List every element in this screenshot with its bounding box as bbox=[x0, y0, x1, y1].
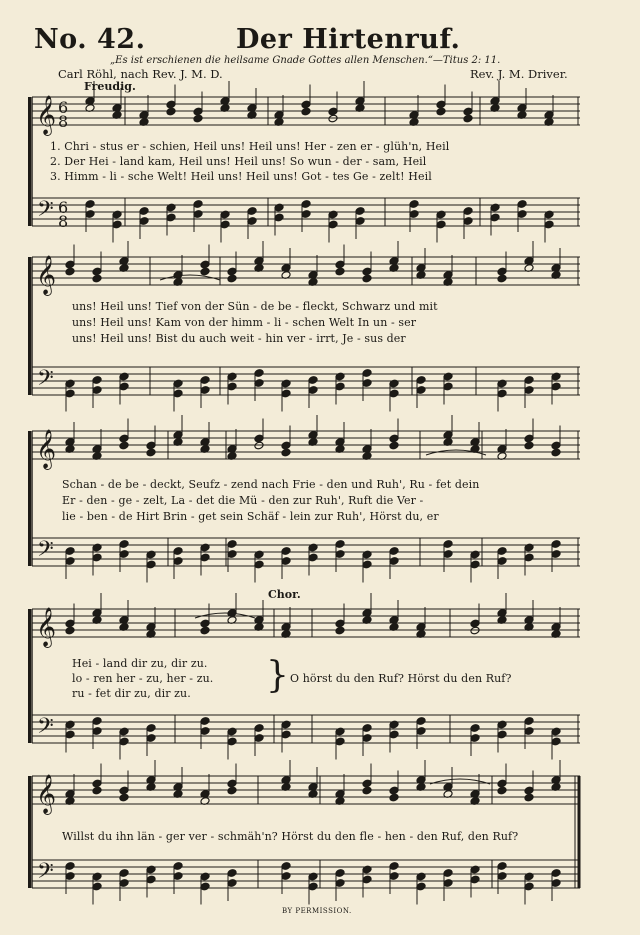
treble-clef-icon: 𝄞 bbox=[36, 429, 57, 469]
treble-note bbox=[65, 626, 75, 635]
treble-clef-icon: 𝄞 bbox=[36, 774, 57, 814]
treble-note bbox=[497, 786, 507, 795]
permission-note: BY PERMISSION. bbox=[282, 907, 352, 915]
treble-note bbox=[301, 107, 311, 116]
system-brace bbox=[28, 97, 31, 226]
treble-note bbox=[200, 626, 210, 635]
bass-clef-icon: 𝄢 bbox=[37, 197, 54, 227]
time-signature-bottom: 8 bbox=[58, 212, 69, 231]
hymn-number: No. 42. bbox=[34, 24, 146, 55]
lyric-line-s3-v1: Schan - de be - deckt, Seufz - zend nach Frie - den und Ruh', Ru - fet dein bbox=[62, 478, 480, 491]
system-brace bbox=[28, 609, 31, 743]
treble-note bbox=[463, 114, 473, 123]
treble-clef-icon: 𝄞 bbox=[36, 95, 57, 135]
time-signature-top: 6 bbox=[58, 198, 69, 217]
lyric-line-s4-v2: lo - ren her - zu, her - zu. bbox=[72, 672, 214, 685]
treble-note bbox=[193, 114, 203, 123]
treble-note bbox=[335, 267, 345, 276]
treble-note bbox=[281, 448, 291, 457]
verse-brace: } bbox=[266, 655, 289, 696]
treble-note bbox=[551, 448, 561, 457]
lyric-line-s1-v3: 3. Himm - li - sche Welt! Heil uns! Heil uns! Got - tes Ge - zelt! Heil bbox=[50, 170, 432, 183]
tempo-marking: Freudig. bbox=[84, 80, 136, 93]
lyric-line-s2-v1: uns! Heil uns! Tief von der Sün - de be - fleckt, Schwarz und mit bbox=[72, 300, 438, 313]
treble-note bbox=[470, 626, 480, 635]
treble-note bbox=[328, 114, 338, 123]
slur bbox=[195, 613, 255, 618]
treble-note bbox=[389, 793, 399, 802]
bass-clef-icon: 𝄢 bbox=[37, 859, 54, 889]
treble-note bbox=[146, 448, 156, 457]
lyric-line-s2-v2: uns! Heil uns! Kam von der himm - li - schen Welt In un - ser bbox=[72, 316, 417, 329]
treble-clef-icon: 𝄞 bbox=[36, 607, 57, 647]
treble-note bbox=[200, 267, 210, 276]
lyric-line-s3-v2: Er - den - ge - zelt, La - det die Mü - den zur Ruh', Ruft die Ver - bbox=[62, 494, 424, 507]
treble-note bbox=[254, 441, 264, 450]
time-signature-top: 6 bbox=[58, 98, 69, 117]
bass-clef-icon: 𝄢 bbox=[37, 537, 54, 567]
treble-note bbox=[65, 267, 75, 276]
lyric-line-s1-v1: 1. Chri - stus er - schien, Heil uns! Heil uns! Her - zen er - glüh'n, Heil bbox=[50, 140, 450, 153]
time-signature-bottom: 8 bbox=[58, 112, 69, 131]
lyric-line-s4-v3: ru - fet dir zu, dir zu. bbox=[72, 687, 191, 700]
treble-note bbox=[227, 274, 237, 283]
treble-note bbox=[227, 786, 237, 795]
scripture-epigraph: „Es ist erschienen die heilsame Gnade Gottes allen Menschen.“—Titus 2: 11. bbox=[110, 55, 501, 66]
system-brace bbox=[28, 776, 31, 888]
treble-note bbox=[92, 786, 102, 795]
treble-note bbox=[119, 793, 129, 802]
treble-note bbox=[524, 441, 534, 450]
treble-note bbox=[335, 626, 345, 635]
treble-note bbox=[362, 274, 372, 283]
chorus-label: Chor. bbox=[268, 588, 301, 601]
composer-credit: Carl Röhl, nach Rev. J. M. D. bbox=[58, 67, 223, 81]
treble-note bbox=[497, 274, 507, 283]
treble-note bbox=[362, 786, 372, 795]
treble-note bbox=[389, 441, 399, 450]
treble-clef-icon: 𝄞 bbox=[36, 255, 57, 295]
treble-note bbox=[166, 107, 176, 116]
lyric-line-s4-chorus: O hörst du den Ruf? Hörst du den Ruf? bbox=[290, 672, 512, 685]
lyric-line-s1-v2: 2. Der Hei - land kam, Heil uns! Heil uns! So wun - der - sam, Heil bbox=[50, 155, 427, 168]
treble-note bbox=[524, 793, 534, 802]
slur bbox=[160, 275, 220, 280]
system-brace bbox=[28, 431, 31, 566]
treble-note bbox=[119, 441, 129, 450]
lyric-line-s2-v3: uns! Heil uns! Bist du auch weit - hin ver - irrt, Je - sus der bbox=[72, 332, 406, 345]
system-brace bbox=[28, 257, 31, 395]
treble-note bbox=[436, 107, 446, 116]
lyric-line-s3-v3: lie - ben - de Hirt Brin - get sein Schäf - lein zur Ruh', Hörst du, er bbox=[62, 510, 439, 523]
hymn-title: Der Hirtenruf. bbox=[236, 24, 461, 55]
bass-clef-icon: 𝄢 bbox=[37, 366, 54, 396]
lyric-line-s4-v1: Hei - land dir zu, dir zu. bbox=[72, 657, 208, 670]
lyric-line-s5: Willst du ihn län - ger ver - schmäh'n? Hörst du den fle - hen - den Ruf, den Ruf? bbox=[62, 830, 519, 843]
author-credit: Rev. J. M. Driver. bbox=[470, 67, 568, 81]
treble-note bbox=[92, 274, 102, 283]
bass-clef-icon: 𝄢 bbox=[37, 714, 54, 744]
